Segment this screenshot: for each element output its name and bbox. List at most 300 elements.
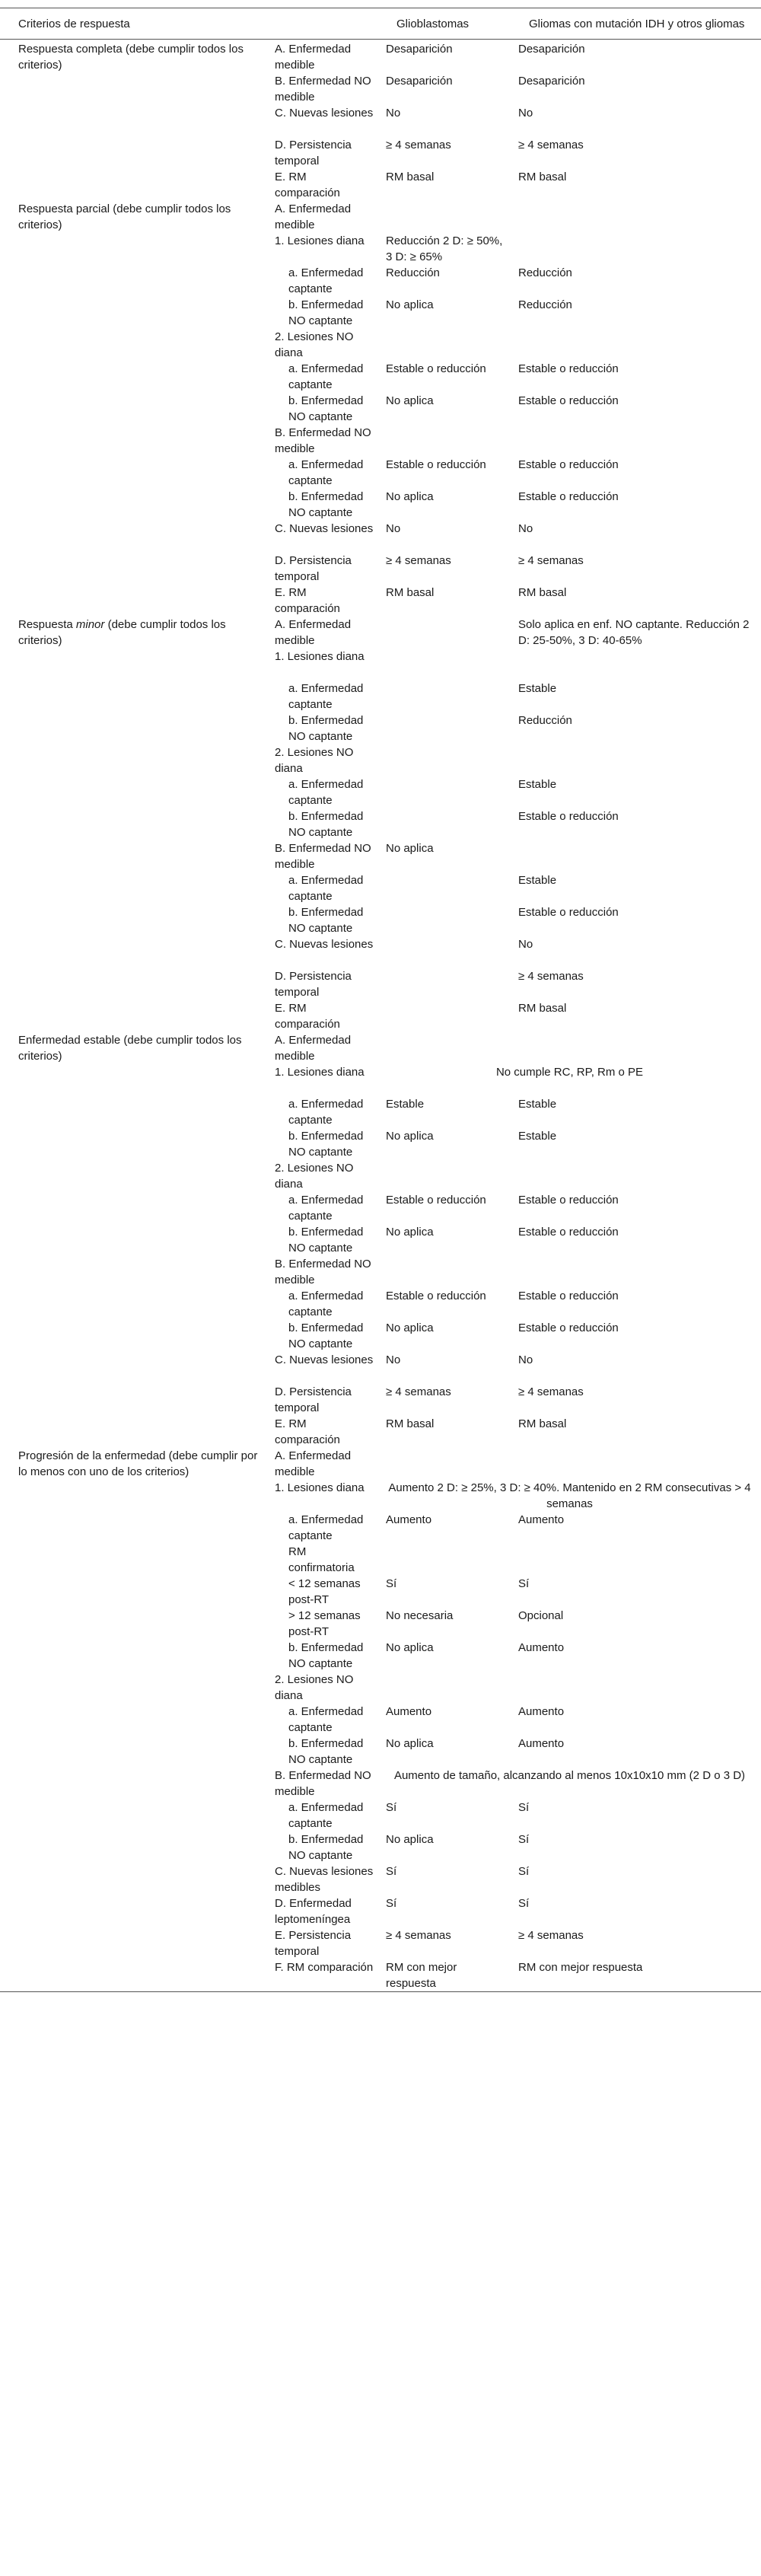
criteria-group-cell [0,1352,266,1384]
glioblastoma-value-cell [378,1672,511,1704]
glioblastoma-value-cell: Reducción 2 D: ≥ 50%, 3 D: ≥ 65% [386,234,503,263]
glioblastoma-value-cell: Sí [386,1865,397,1878]
spanning-value-cell: No cumple RC, RP, Rm o PE [495,1066,644,1079]
glioblastoma-value-cell [378,776,511,808]
idh-glioma-value-cell: Estable o reducción [518,810,619,823]
table-row [0,1096,761,1128]
table-row [0,105,761,137]
criteria-item-cell: B. Enfermedad NO medible [275,426,371,455]
criteria-item-cell: F. RM comparación [266,1959,378,1992]
criteria-group-cell [0,1832,266,1863]
criteria-item-cell: a. Enfermedad captante [288,682,364,711]
criteria-item-cell: E. RM comparación [275,1002,340,1031]
idh-glioma-value-cell: Aumento [518,1513,565,1526]
glioblastoma-value-cell: ≥ 4 semanas [386,554,451,567]
table-row [0,1256,761,1288]
idh-glioma-value-cell: Desaparición [518,43,585,56]
table-row [0,1672,761,1704]
criteria-group-cell [0,265,266,297]
idh-glioma-value-cell: Sí [518,1897,530,1910]
criteria-group-cell [0,1863,266,1895]
table-row [0,1544,761,1576]
criteria-item-cell: C. Nuevas lesiones [275,107,374,120]
idh-glioma-value-cell [511,1256,761,1288]
idh-glioma-value-cell: RM basal [518,1002,567,1015]
criteria-item-cell: 1. Lesiones diana [275,1481,365,1494]
criteria-item-cell: a. Enfermedad captante [288,1705,364,1734]
criteria-group-cell [0,297,266,329]
idh-glioma-value-cell [511,1448,761,1480]
criteria-group-cell [0,1128,266,1160]
criteria-group-cell [0,1768,266,1800]
glioblastoma-value-cell: No [386,107,401,120]
idh-glioma-value-cell: Aumento [518,1641,565,1654]
criteria-item-cell: 2. Lesiones NO diana [275,1162,354,1191]
criteria-item-cell: a. Enfermedad captante [288,362,364,391]
glioblastoma-value-cell: ≥ 4 semanas [386,1929,451,1942]
idh-glioma-value-cell: Estable [518,874,557,887]
criteria-item-cell: b. Enfermedad NO captante [288,906,364,935]
criteria-item-cell: < 12 semanas post-RT [288,1577,361,1606]
table-row [0,265,761,297]
criteria-item-cell: a. Enfermedad captante [288,1098,364,1127]
criteria-item-cell: a. Enfermedad captante [288,1801,364,1830]
criteria-item-cell: a. Enfermedad captante [288,458,364,487]
criteria-item-cell: A. Enfermedad medible [275,1034,352,1063]
idh-glioma-value-cell: Aumento [518,1705,565,1718]
idh-glioma-value-cell [511,744,761,776]
table-row [0,776,761,808]
idh-glioma-value-cell: No [518,107,533,120]
table-body [0,40,761,1992]
criteria-group-cell [0,713,266,744]
idh-glioma-value-cell: ≥ 4 semanas [518,970,584,983]
table-row [0,457,761,489]
criteria-group-cell [0,744,266,776]
table-row [0,1416,761,1448]
glioblastoma-value-cell: Estable o reducción [386,458,486,471]
idh-glioma-value-cell: Estable [518,778,557,791]
criteria-table-wrapper [0,8,761,1992]
table-row [0,73,761,105]
criteria-item-cell: a. Enfermedad captante [288,1194,364,1223]
criteria-item-cell: B. Enfermedad NO medible [275,842,371,871]
criteria-group-cell [0,233,266,265]
idh-glioma-value-cell: Reducción [518,714,572,727]
idh-glioma-value-cell [511,1544,761,1576]
idh-glioma-value-cell: No [518,522,533,535]
criteria-group-cell [0,1320,266,1352]
criteria-group-cell [0,1736,266,1768]
glioblastoma-value-cell: No [386,522,401,535]
glioblastoma-value-cell [378,1032,511,1064]
glioblastoma-value-cell: No aplica [386,298,434,311]
table-header-row [0,8,761,40]
table-row [0,553,761,585]
table-row [0,297,761,329]
glioblastoma-value-cell [378,872,511,904]
criteria-group-cell [0,1000,266,1032]
table-row [0,1320,761,1352]
criteria-group-cell [0,1927,266,1959]
idh-glioma-value-cell [511,201,761,233]
criteria-group-cell [0,872,266,904]
criteria-item-cell: D. Enfermedad leptomeníngea [275,1897,352,1926]
glioblastoma-value-cell [378,681,511,713]
table-row [0,617,761,649]
table-row [0,40,761,74]
table-row [0,681,761,713]
criteria-item-cell: E. RM comparación [275,1417,340,1446]
criteria-item-cell: 2. Lesiones NO diana [275,330,354,359]
glioblastoma-value-cell [378,1448,511,1480]
table-row [0,585,761,617]
criteria-item-cell: a. Enfermedad captante [288,1513,364,1542]
header-criteria: Criterios de respuesta [0,8,266,40]
criteria-item-cell: b. Enfermedad NO captante [288,394,364,423]
criteria-group-cell: Enfermedad estable (debe cumplir todos los criterios) [18,1034,242,1063]
idh-glioma-value-cell: Desaparición [518,75,585,88]
criteria-item-cell: 1. Lesiones diana [275,234,365,247]
criteria-item-cell: b. Enfermedad NO captante [288,1226,364,1255]
header-idh-gliomas: Gliomas con mutación IDH y otros gliomas [511,8,761,40]
criteria-group-cell [0,1416,266,1448]
glioblastoma-value-cell: RM basal [386,1417,435,1430]
table-row [0,489,761,521]
idh-glioma-value-cell: Estable o reducción [518,906,619,919]
table-row [0,1800,761,1832]
criteria-item-cell: b. Enfermedad NO captante [288,490,364,519]
criteria-item-cell: 2. Lesiones NO diana [275,746,354,775]
table-row [0,1064,761,1096]
glioblastoma-value-cell: No aplica [386,842,434,855]
idh-glioma-value-cell [511,425,761,457]
criteria-item-cell: B. Enfermedad NO medible [275,75,371,104]
criteria-group-cell [0,936,266,968]
idh-glioma-value-cell: Estable o reducción [518,490,619,503]
criteria-item-cell: D. Persistencia temporal [275,554,352,583]
idh-glioma-value-cell: ≥ 4 semanas [518,139,584,151]
criteria-item-cell: b. Enfermedad NO captante [288,1641,364,1670]
glioblastoma-value-cell: No [386,1353,401,1366]
idh-glioma-value-cell [511,1160,761,1192]
glioblastoma-value-cell: ≥ 4 semanas [386,1385,451,1398]
glioblastoma-value-cell [378,1256,511,1288]
criteria-item-cell: E. RM comparación [275,171,340,199]
idh-glioma-value-cell: Sí [518,1577,530,1590]
idh-glioma-value-cell: RM basal [518,586,567,599]
criteria-item-cell: C. Nuevas lesiones [275,1353,374,1366]
table-row [0,968,761,1000]
table-row [0,1192,761,1224]
criteria-item-cell: D. Persistencia temporal [275,139,352,167]
header-glioblastomas: Glioblastomas [378,8,511,40]
criteria-item-cell: a. Enfermedad captante [288,266,364,295]
criteria-item-cell: E. RM comparación [275,586,340,615]
criteria-item-cell: b. Enfermedad NO captante [288,810,364,839]
glioblastoma-value-cell: Sí [386,1577,397,1590]
criteria-item-cell: B. Enfermedad NO medible [275,1258,371,1286]
table-row [0,872,761,904]
criteria-item-cell: 1. Lesiones diana [275,650,365,663]
idh-glioma-value-cell: Estable [518,682,557,695]
criteria-group-cell [0,1544,266,1576]
glioblastoma-value-cell: No aplica [386,1641,434,1654]
idh-glioma-value-cell [511,233,761,265]
criteria-item-cell: D. Persistencia temporal [275,1385,352,1414]
criteria-item-cell: A. Enfermedad medible [275,618,352,647]
criteria-group-cell [0,1288,266,1320]
idh-glioma-value-cell: Sí [518,1801,530,1814]
glioblastoma-value-cell [378,713,511,744]
idh-glioma-value-cell: ≥ 4 semanas [518,1929,584,1942]
glioblastoma-value-cell: No aplica [386,1130,434,1143]
idh-glioma-value-cell: ≥ 4 semanas [518,554,584,567]
glioblastoma-value-cell: Estable o reducción [386,1194,486,1207]
table-row [0,1736,761,1768]
glioblastoma-value-cell: Aumento [386,1705,432,1718]
idh-glioma-value-cell: ≥ 4 semanas [518,1385,584,1398]
criteria-group-cell [0,1096,266,1128]
glioblastoma-value-cell [378,936,511,968]
idh-glioma-value-cell [511,1032,761,1064]
table-row [0,1512,761,1544]
idh-glioma-value-cell: Solo aplica en enf. NO captante. Reducción 2 D: 25-50%, 3 D: 40-65% [518,618,750,647]
idh-glioma-value-cell: Estable o reducción [518,1321,619,1334]
criteria-group-cell [0,904,266,936]
glioblastoma-value-cell: Estable [386,1098,425,1111]
criteria-group-cell [0,681,266,713]
glioblastoma-value-cell [378,1000,511,1032]
glioblastoma-value-cell [378,425,511,457]
table-row [0,1576,761,1608]
table-row [0,1288,761,1320]
glioblastoma-value-cell: Estable o reducción [386,1290,486,1302]
glioblastoma-value-cell: RM basal [386,586,435,599]
glioblastoma-value-cell [378,1160,511,1192]
glioblastoma-value-cell: ≥ 4 semanas [386,139,451,151]
idh-glioma-value-cell [511,1672,761,1704]
idh-glioma-value-cell [511,649,761,681]
idh-glioma-value-cell: Aumento [518,1737,565,1750]
criteria-group-cell [0,105,266,137]
table-row [0,808,761,840]
criteria-group-cell [0,1800,266,1832]
table-row [0,1224,761,1256]
glioblastoma-value-cell: No aplica [386,490,434,503]
idh-glioma-value-cell: Estable o reducción [518,1290,619,1302]
criteria-group-cell: Respuesta minor (debe cumplir todos los criterios) [18,618,226,647]
criteria-group-cell [0,1608,266,1640]
criteria-group-cell [0,553,266,585]
table-row [0,201,761,233]
criteria-group-cell [0,1192,266,1224]
idh-glioma-value-cell: RM basal [518,171,567,183]
glioblastoma-value-cell: RM basal [386,171,435,183]
glioblastoma-value-cell: No aplica [386,1737,434,1750]
criteria-group-cell [0,1640,266,1672]
idh-glioma-value-cell: Estable o reducción [518,458,619,471]
idh-glioma-value-cell [511,840,761,872]
criteria-item-cell: A. Enfermedad medible [275,202,352,231]
table-row [0,425,761,457]
criteria-item-cell: RM confirmatoria [288,1545,355,1574]
criteria-group-cell [0,329,266,361]
criteria-group-cell [0,1704,266,1736]
glioblastoma-value-cell: Sí [386,1897,397,1910]
idh-glioma-value-cell: RM con mejor respuesta [511,1959,761,1992]
criteria-group-cell [0,840,266,872]
idh-glioma-value-cell: Estable o reducción [518,1226,619,1239]
criteria-group-cell [0,521,266,553]
criteria-group-cell [0,73,266,105]
criteria-item-cell: A. Enfermedad medible [275,1449,352,1478]
idh-glioma-value-cell: Estable [518,1130,557,1143]
criteria-item-cell: > 12 semanas post-RT [288,1609,361,1638]
spanning-value-cell: Aumento 2 D: ≥ 25%, 3 D: ≥ 40%. Mantenido en 2 RM consecutivas > 4 semanas [388,1481,751,1510]
glioblastoma-value-cell [378,1544,511,1576]
table-row [0,1704,761,1736]
table-row [0,1895,761,1927]
glioblastoma-value-cell [378,808,511,840]
glioblastoma-value-cell: Desaparición [386,75,453,88]
glioblastoma-value-cell: No aplica [386,1833,434,1846]
table-row [0,1352,761,1384]
glioblastoma-value-cell [378,617,511,649]
criteria-item-cell: D. Persistencia temporal [275,970,352,999]
criteria-group-cell: Progresión de la enfermedad (debe cumplir por lo menos con uno de los criterios) [18,1449,258,1478]
table-row [0,1927,761,1959]
glioblastoma-value-cell [378,968,511,1000]
table-row [0,936,761,968]
criteria-group-cell [0,489,266,521]
criteria-group-cell [0,585,266,617]
criteria-group-cell [0,393,266,425]
criteria-item-cell: A. Enfermedad medible [275,43,352,72]
table-row [0,1160,761,1192]
criteria-group-cell [0,425,266,457]
criteria-group-cell [0,457,266,489]
criteria-group-cell [0,1384,266,1416]
table-row [0,1832,761,1863]
criteria-group-cell [0,1895,266,1927]
glioblastoma-value-cell [378,329,511,361]
table-row [0,1128,761,1160]
criteria-group-cell [0,1512,266,1544]
criteria-group-cell: Respuesta completa (debe cumplir todos los criterios) [18,43,244,72]
glioblastoma-value-cell: No aplica [386,1226,434,1239]
table-row [0,1480,761,1512]
table-row [0,1384,761,1416]
criteria-item-cell: B. Enfermedad NO medible [275,1769,371,1798]
criteria-group-cell [0,649,266,681]
idh-glioma-value-cell: Estable o reducción [518,1194,619,1207]
table-row [0,1863,761,1895]
table-row [0,840,761,872]
table-row [0,1640,761,1672]
criteria-group-cell [0,169,266,201]
table-row [0,713,761,744]
criteria-item-cell: E. Persistencia temporal [275,1929,352,1958]
criteria-item-cell: b. Enfermedad NO captante [288,1737,364,1766]
criteria-group-cell: Respuesta parcial (debe cumplir todos los criterios) [18,202,231,231]
idh-glioma-value-cell: Reducción [518,298,572,311]
idh-glioma-value-cell: Opcional [518,1609,564,1622]
glioblastoma-value-cell: Sí [386,1801,397,1814]
spanning-value-cell: Aumento de tamaño, alcanzando al menos 10x10x10 mm (2 D o 3 D) [393,1769,746,1782]
glioblastoma-value-cell [378,744,511,776]
glioblastoma-value-cell: Aumento [386,1513,432,1526]
idh-glioma-value-cell: Reducción [518,266,572,279]
header-item [266,8,378,40]
table-row [0,744,761,776]
criteria-item-cell: b. Enfermedad NO captante [288,1130,364,1159]
criteria-item-cell: b. Enfermedad NO captante [288,1833,364,1862]
table-row [0,1608,761,1640]
response-criteria-table [0,8,761,1992]
idh-glioma-value-cell: Sí [518,1865,530,1878]
criteria-group-cell [0,776,266,808]
glioblastoma-value-cell [378,201,511,233]
glioblastoma-value-cell: Reducción [386,266,440,279]
idh-glioma-value-cell: Sí [518,1833,530,1846]
table-row [0,1768,761,1800]
criteria-group-cell [0,1672,266,1704]
table-row [0,521,761,553]
idh-glioma-value-cell [511,329,761,361]
glioblastoma-value-cell [378,649,511,681]
table-row [0,361,761,393]
criteria-item-cell: 2. Lesiones NO diana [275,1673,354,1702]
criteria-group-cell [0,1480,266,1512]
criteria-group-cell [0,361,266,393]
criteria-group-cell [0,968,266,1000]
glioblastoma-value-cell: No aplica [386,1321,434,1334]
table-row [0,393,761,425]
table-row [0,1032,761,1064]
glioblastoma-value-cell: No aplica [386,394,434,407]
criteria-item-cell: b. Enfermedad NO captante [288,1321,364,1350]
table-row [0,169,761,201]
criteria-item-cell: a. Enfermedad captante [288,778,364,807]
idh-glioma-value-cell: No [518,1353,533,1366]
idh-glioma-value-cell: No [518,938,533,951]
table-row [0,1448,761,1480]
criteria-group-cell [0,1959,266,1992]
table-row [0,137,761,169]
table-row [0,1959,761,1992]
criteria-item-cell: a. Enfermedad captante [288,1290,364,1318]
criteria-group-cell [0,1576,266,1608]
criteria-group-cell [0,1064,266,1096]
criteria-item-cell: C. Nuevas lesiones [275,938,374,951]
criteria-group-cell [0,1256,266,1288]
table-row [0,329,761,361]
table-row [0,233,761,265]
criteria-item-cell: b. Enfermedad NO captante [288,714,364,743]
criteria-group-cell [0,1224,266,1256]
criteria-group-cell [0,137,266,169]
table-row [0,649,761,681]
table-row [0,1000,761,1032]
idh-glioma-value-cell: Estable o reducción [518,362,619,375]
glioblastoma-value-cell: No necesaria [386,1609,454,1622]
criteria-item-cell: C. Nuevas lesiones medibles [275,1865,374,1894]
criteria-item-cell: 1. Lesiones diana [275,1066,365,1079]
criteria-item-cell: a. Enfermedad captante [288,874,364,903]
idh-glioma-value-cell: Estable [518,1098,557,1111]
criteria-item-cell: b. Enfermedad NO captante [288,298,364,327]
